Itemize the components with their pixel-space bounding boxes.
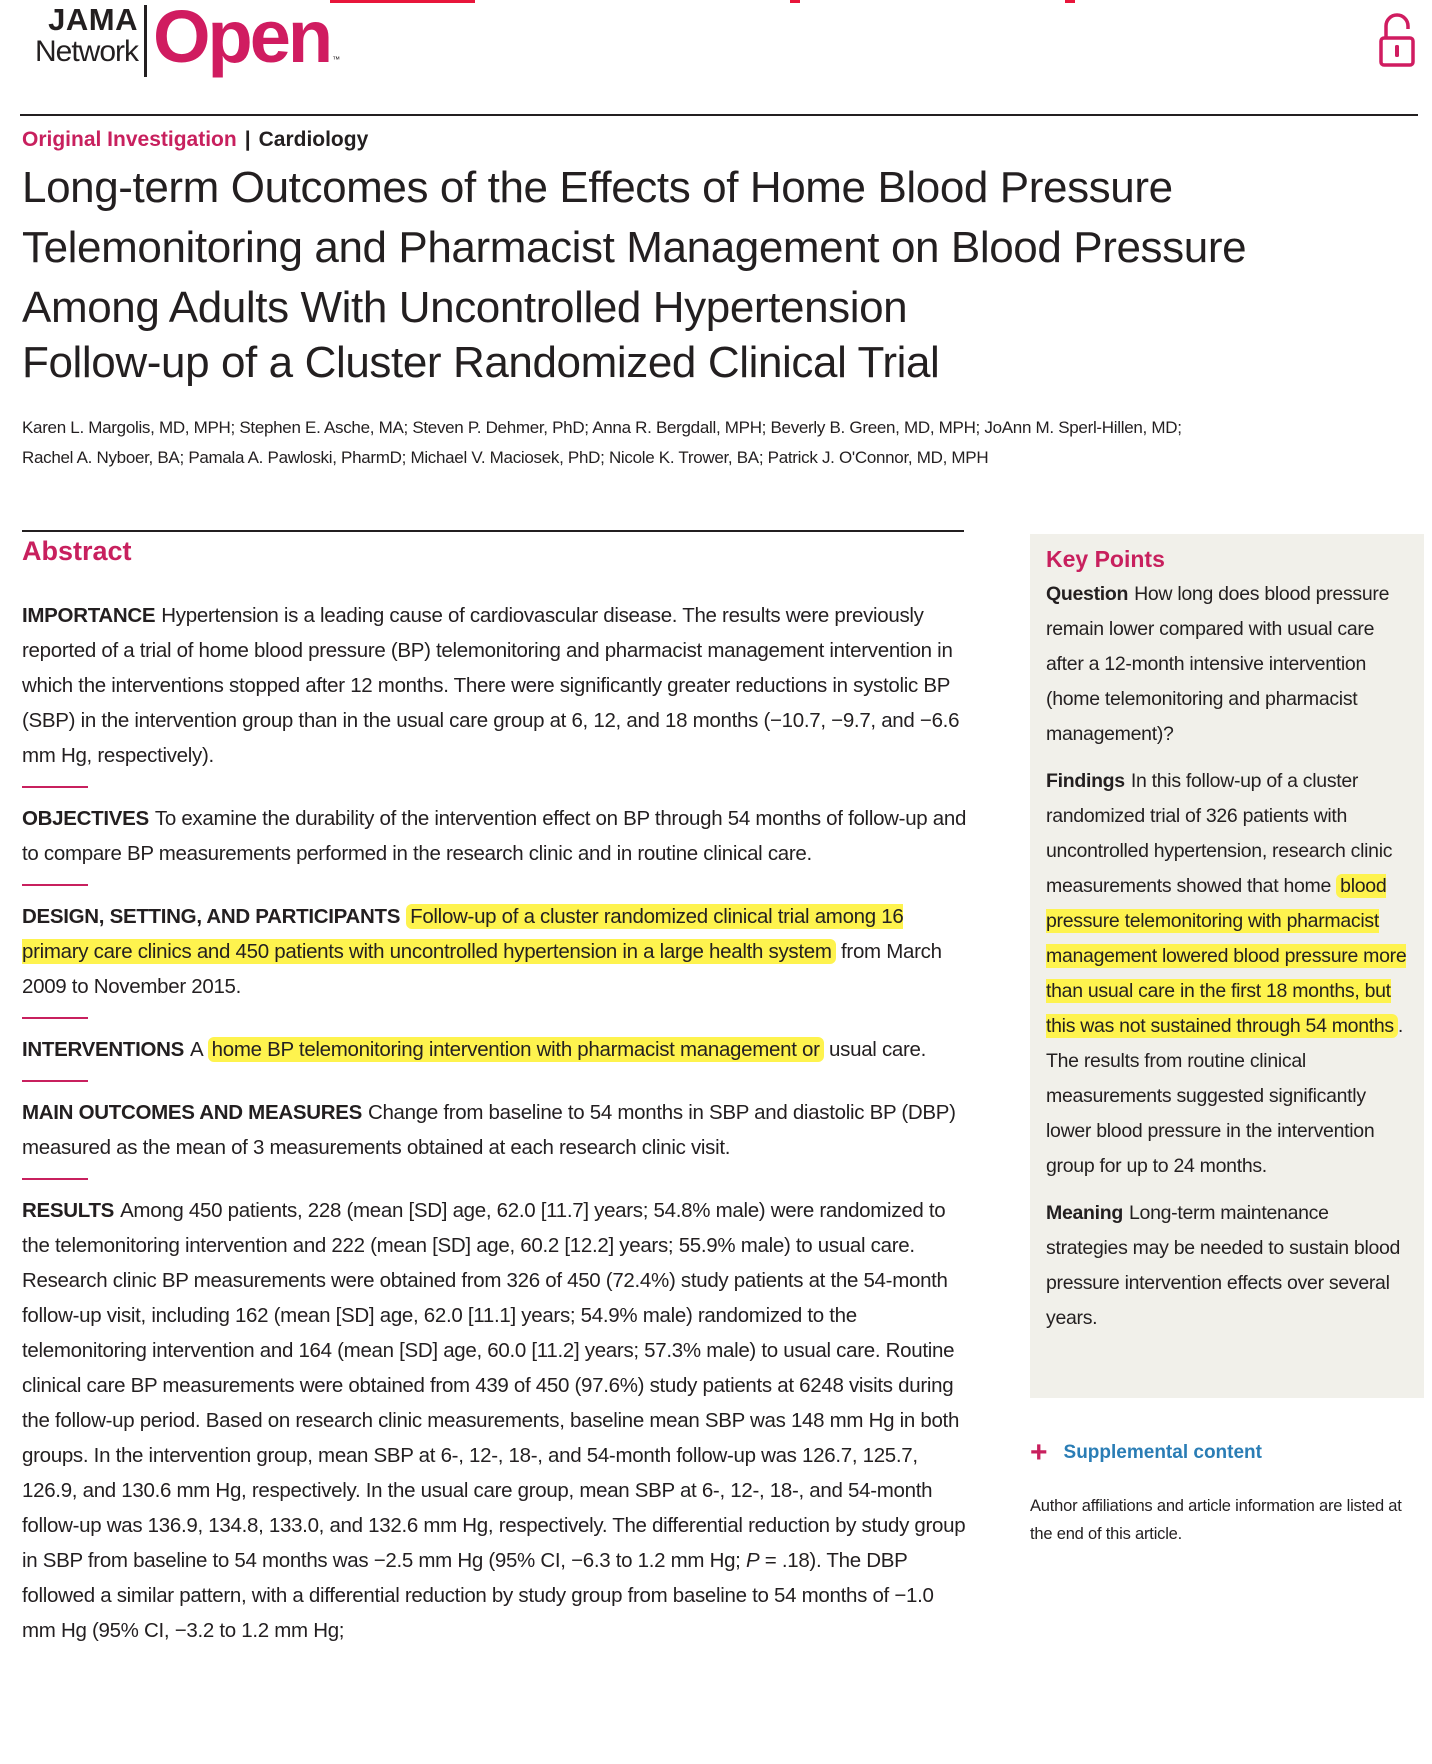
logo-trademark: ™ — [332, 55, 341, 64]
abstract-design — [22, 899, 972, 1004]
section-divider — [22, 1017, 88, 1019]
key-points-heading: Key Points — [1046, 546, 1165, 572]
section-divider — [22, 1080, 88, 1082]
section-text: usual care. — [823, 1038, 927, 1061]
logo-divider — [144, 5, 147, 77]
open-lock-icon[interactable] — [1378, 12, 1416, 68]
abstract-interventions — [22, 1032, 972, 1067]
section-text: To examine the durability of the intervention effect on BP through 54 months of follow-up and to compare BP measurements performed in the research clinic and in routine clinical care. — [22, 807, 967, 865]
supplemental-content-link[interactable] — [1030, 1438, 1262, 1468]
abstract-outcomes — [22, 1095, 972, 1165]
logo-network-text: Network — [34, 35, 138, 68]
section-text: Change from baseline to 54 months in SBP and diastolic BP (DBP) measured as the mean of 3 measurements obtained at each research clinic visit. — [22, 1101, 956, 1159]
logo-open-text: Open — [153, 0, 331, 78]
section-label: INTERVENTIONS — [22, 1038, 185, 1061]
key-point-text: How long does blood pressure remain lower compared with usual care after a 12-month intensive intervention (home telemonitoring and pharmacist management)? — [1046, 583, 1390, 745]
key-point-findings — [1046, 764, 1408, 1184]
abstract-heading: Abstract — [22, 536, 132, 566]
section-label: DESIGN, SETTING, AND PARTICIPANTS — [22, 905, 401, 928]
abstract-rule — [22, 530, 964, 532]
key-point-text: Long-term maintenance strategies may be needed to sustain blood pressure intervention effects over several years. — [1046, 1202, 1401, 1329]
section-text: = .18). The DBP followed a similar pattern, with a differential reduction by study group from baseline to 54 months of −1.0 mm Hg (95% CI, −3.2 to 1.2 mm Hg; — [22, 1549, 934, 1642]
affiliations-note: Author affiliations and article information are listed at the end of this article. — [1030, 1497, 1402, 1543]
section-label: RESULTS — [22, 1199, 115, 1222]
key-point-label: Question — [1046, 583, 1129, 605]
key-point-text: In this follow-up of a cluster randomized trial of 326 patients with uncontrolled hypertension, research clinic measurements showed that home — [1046, 770, 1393, 897]
key-points-box — [1030, 534, 1424, 1398]
section-text: Hypertension is a leading cause of cardiovascular disease. The results were previously reported of a trial of home blood pressure (BP) telemonitoring and pharmacist management intervention in which the interventions stopped after 12 months. There were significantly greater reductions in systolic BP (SBP) in the intervention group than in the usual care group at 6, 12, and 18 months (−10.7, −9.7, and −6.6 mm Hg, respectively). — [22, 604, 960, 767]
plus-icon: + — [1030, 1436, 1048, 1469]
key-point-question — [1046, 577, 1408, 752]
section-divider — [22, 1178, 88, 1180]
section-text: from March 2009 to November 2015. — [22, 940, 942, 998]
article-type[interactable]: Original Investigation — [22, 128, 237, 151]
top-crop-mark — [790, 0, 800, 3]
author-line: Rachel A. Nyboer, BA; Pamala A. Pawloski, PharmD; Michael V. Maciosek, PhD; Nicole K. Trower, BA; Patrick J. O'Connor, MD, MPH — [22, 448, 989, 467]
logo-wordmark — [20, 2, 144, 67]
highlighted-text: blood pressure telemonitoring with pharmacist management lowered blood pressure more than usual care in the first 18 months, but this was not sustained through 54 months — [1046, 875, 1407, 1037]
article-kicker — [22, 128, 368, 152]
kicker-separator: | — [244, 128, 251, 151]
section-label: MAIN OUTCOMES AND MEASURES — [22, 1101, 362, 1124]
top-crop-mark — [1065, 0, 1075, 3]
supplemental-content-label: Supplemental content — [1063, 1442, 1262, 1463]
jama-network-open-logo[interactable] — [20, 2, 340, 78]
key-point-label: Findings — [1046, 770, 1125, 792]
logo-jama-text: JAMA — [48, 2, 138, 37]
article-title: Long-term Outcomes of the Effects of Home Blood Pressure Telemonitoring and Pharmacist Management on Blood Pressure Among Adults With Uncontrolled Hypertension — [22, 163, 1247, 332]
article-topic[interactable]: Cardiology — [258, 128, 369, 151]
article-subtitle: Follow-up of a Cluster Randomized Clinical Trial — [22, 338, 940, 387]
abstract-importance — [22, 598, 972, 773]
abstract-objectives — [22, 801, 972, 871]
key-point-meaning — [1046, 1196, 1408, 1336]
author-list — [22, 413, 1402, 473]
key-point-text: . The results from routine clinical measurements suggested significantly lower blood pressure in the intervention group for up to 24 months. — [1046, 1015, 1404, 1177]
abstract-results — [22, 1193, 972, 1648]
section-label: OBJECTIVES — [22, 807, 149, 830]
highlighted-text: Follow-up of a cluster randomized clinical trial among 16 primary care clinics and 450 patients with uncontrolled hypertension in a large health system — [22, 905, 904, 963]
p-value-label: P — [745, 1549, 760, 1572]
section-label: IMPORTANCE — [22, 604, 156, 627]
author-line: Karen L. Margolis, MD, MPH; Stephen E. Asche, MA; Steven P. Dehmer, PhD; Anna R. Bergdall, MPH; Beverly B. Green, MD, MPH; JoAnn M. Sperl-Hillen, MD; — [22, 418, 1182, 437]
section-text: A — [190, 1038, 208, 1061]
key-point-label: Meaning — [1046, 1202, 1123, 1224]
highlighted-text: home BP telemonitoring intervention with pharmacist management or — [208, 1037, 824, 1062]
section-text: Among 450 patients, 228 (mean [SD] age, 62.0 [11.7] years; 54.8% male) were randomized to the telemonitoring intervention and 222 (mean [SD] age, 60.2 [12.2] years; 55.9% male) to usual care. Research clinic BP measurements were obtained from 326 of 450 (72.4%) study patients at the 54-month follow-up visit, including 162 (mean [SD] age, 62.0 [11.1] years; 54.9% male) randomized to the telemonitoring intervention and 164 (mean [SD] age, 60.0 [11.2] years; 57.3% male) to usual care. Routine clinical care BP measurements were obtained from 439 of 450 (97.6%) study patients at 6248 visits during the follow-up period. Based on research clinic measurements, baseline mean SBP was 148 mm Hg in both groups. In the intervention group, mean SBP at 6-, 12-, 18-, and 54-month follow-up was 126.7, 125.7, 126.9, and 130.6 mm Hg, respectively. In the usual care group, mean SBP at 6-, 12-, 18-, and 54-month follow-up was 136.9, 134.8, 133.0, and 132.6 mm Hg, respectively. The differential reduction by study group in SBP from baseline to 54 months was −2.5 mm Hg (95% CI, −6.3 to 1.2 mm Hg; — [22, 1199, 966, 1572]
section-divider — [22, 884, 88, 886]
top-crop-mark — [330, 0, 475, 3]
header-rule — [20, 114, 1418, 116]
section-divider — [22, 786, 88, 788]
abstract-body — [22, 598, 972, 1661]
